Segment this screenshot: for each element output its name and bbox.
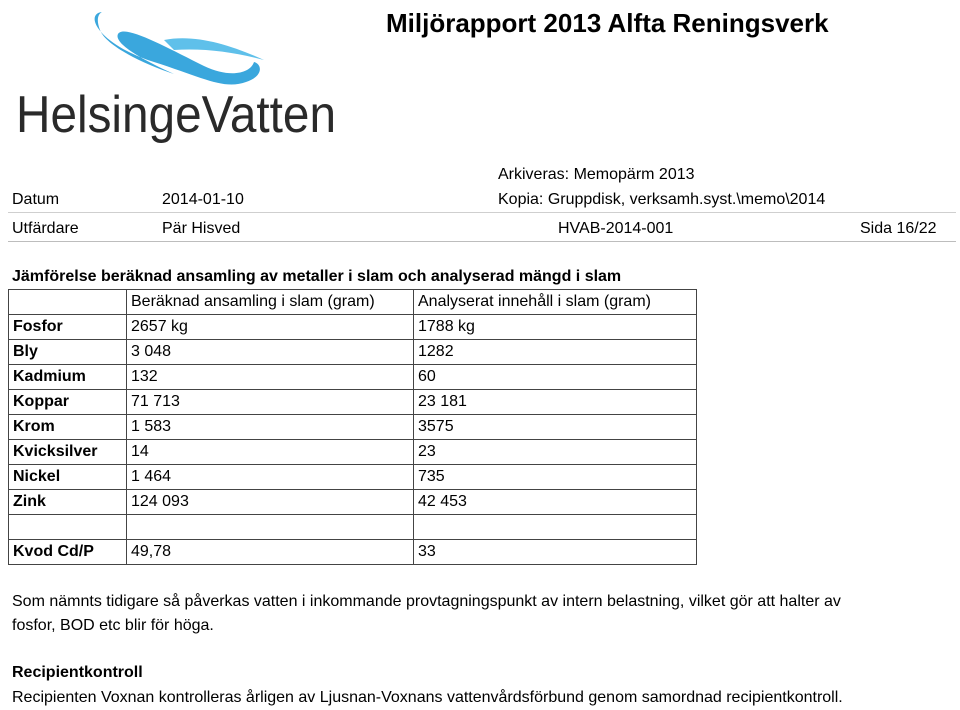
- table-row: [9, 365, 697, 390]
- page-number: Sida 16/22: [860, 220, 937, 237]
- copy-info: Kopia: Gruppdisk, verksamh.syst.\memo\2014: [498, 191, 826, 208]
- table-row: [9, 540, 697, 565]
- table-row-label: Kvod Cd/P: [9, 540, 127, 565]
- date-value: 2014-01-10: [162, 191, 244, 208]
- table-header-cell: Beräknad ansamling i slam (gram): [127, 290, 414, 315]
- table-row-label: Koppar: [9, 390, 127, 415]
- table-row: [9, 440, 697, 465]
- table-row: [9, 465, 697, 490]
- table-row-label: Zink: [9, 490, 127, 515]
- table-cell: 132: [127, 365, 414, 390]
- helsingevatten-logo: [14, 4, 344, 144]
- table-cell: 2657 kg: [127, 315, 414, 340]
- logo-text: HelsingeVatten: [16, 86, 336, 144]
- body-paragraph-line-1: Som nämnts tidigare så påverkas vatten i inkommande provtagningspunkt av intern belastning, vilket gör att halter av: [12, 593, 841, 610]
- table-cell: 735: [414, 465, 697, 490]
- document-title: Miljörapport 2013 Alfta Reningsverk: [386, 8, 829, 38]
- table-row-label: Fosfor: [9, 315, 127, 340]
- metals-comparison-table: [8, 289, 697, 565]
- table-row-label: Kadmium: [9, 365, 127, 390]
- table-header-row: [9, 290, 697, 315]
- document-id: HVAB-2014-001: [558, 220, 674, 237]
- table-header-cell: Analyserat innehåll i slam (gram): [414, 290, 697, 315]
- table-cell: 124 093: [127, 490, 414, 515]
- table-cell: 49,78: [127, 540, 414, 565]
- date-label: Datum: [12, 191, 60, 208]
- table-cell: [414, 515, 697, 540]
- table-cell: 33: [414, 540, 697, 565]
- table-row-empty: [9, 515, 697, 540]
- table-row: [9, 490, 697, 515]
- table-cell: 71 713: [127, 390, 414, 415]
- issuer-label: Utfärdare: [12, 220, 79, 237]
- archive-info: Arkiveras: Memopärm 2013: [498, 166, 695, 183]
- table-row-label: Nickel: [9, 465, 127, 490]
- table-row: [9, 340, 697, 365]
- table-cell: [127, 515, 414, 540]
- header-divider-1: [8, 212, 956, 213]
- table-cell: 60: [414, 365, 697, 390]
- table-cell: 23 181: [414, 390, 697, 415]
- table-row: [9, 315, 697, 340]
- table-cell: 1282: [414, 340, 697, 365]
- issuer-value: Pär Hisved: [162, 220, 241, 237]
- table-cell: 23: [414, 440, 697, 465]
- header-divider-2: [8, 241, 956, 242]
- table-row: [9, 415, 697, 440]
- table-row-label: [9, 515, 127, 540]
- table-row-label: Kvicksilver: [9, 440, 127, 465]
- table-cell: 1788 kg: [414, 315, 697, 340]
- body-paragraph-line-2: fosfor, BOD etc blir för höga.: [12, 617, 214, 634]
- table-header-cell: [9, 290, 127, 315]
- table-cell: 3575: [414, 415, 697, 440]
- recipient-heading: Recipientkontroll: [12, 664, 143, 681]
- recipient-paragraph: Recipienten Voxnan kontrolleras årligen av Ljusnan-Voxnans vattenvårdsförbund genom samordnad recipientkontroll.: [12, 689, 843, 706]
- table-row-label: Bly: [9, 340, 127, 365]
- table-cell: 14: [127, 440, 414, 465]
- table-cell: 1 464: [127, 465, 414, 490]
- section-heading: Jämförelse beräknad ansamling av metaller i slam och analyserad mängd i slam: [12, 268, 622, 285]
- table-cell: 3 048: [127, 340, 414, 365]
- table-row: [9, 390, 697, 415]
- table-row-label: Krom: [9, 415, 127, 440]
- table-cell: 1 583: [127, 415, 414, 440]
- table-cell: 42 453: [414, 490, 697, 515]
